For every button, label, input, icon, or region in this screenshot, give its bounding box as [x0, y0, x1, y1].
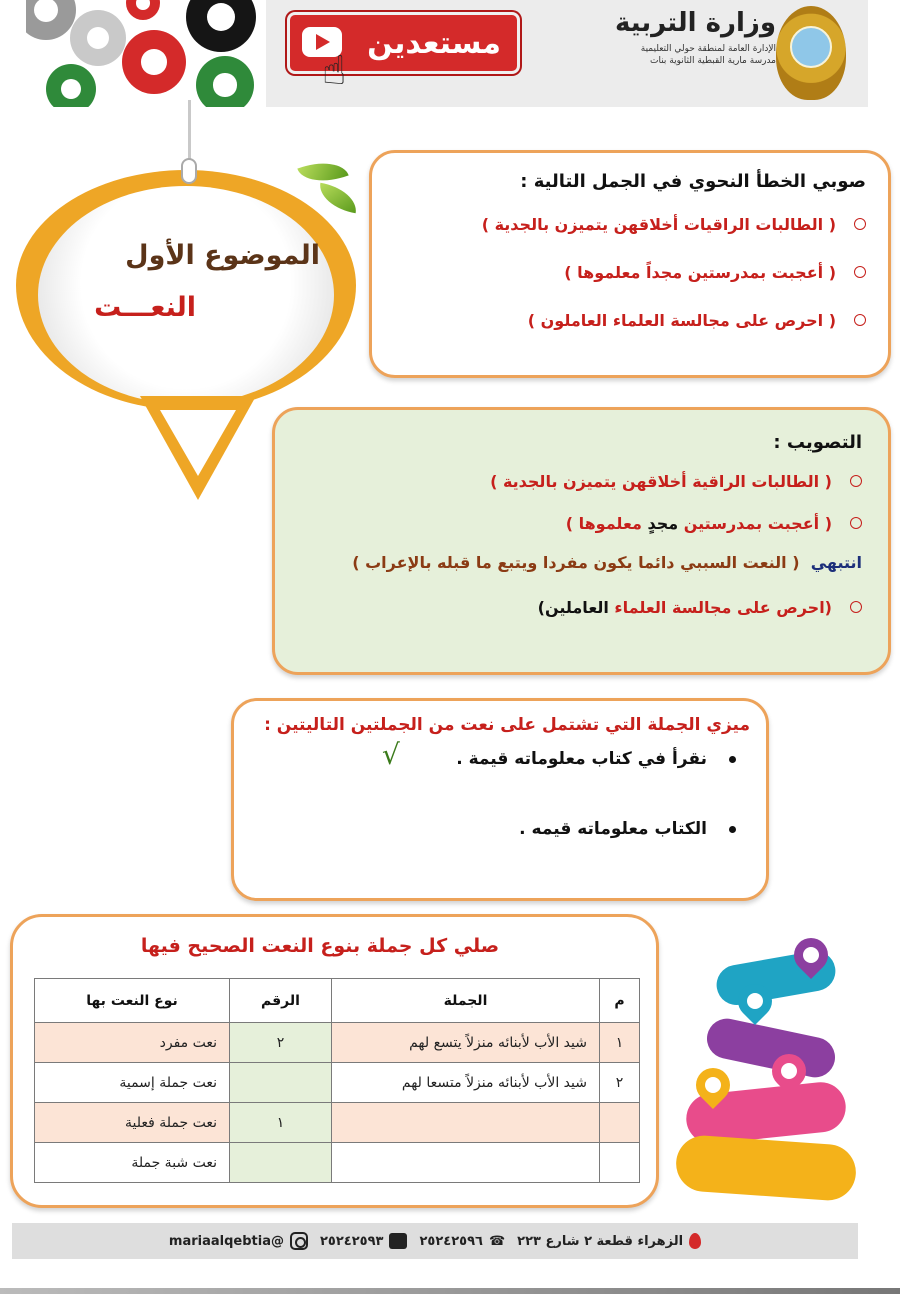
list-item: الكتاب معلوماته قيمه . — [250, 811, 736, 847]
list-item: ( أعجبت بمدرستين مجداً معلموها ) — [392, 260, 866, 284]
circle-bullet-icon — [854, 314, 866, 326]
question1-heading: صوبي الخطأ النحوي في الجمل التالية : — [520, 171, 866, 192]
table-cell: نعت مفرد — [35, 1023, 230, 1063]
pointer-hand-icon: ☝ — [322, 48, 347, 94]
table-cell: نعت شبة جملة — [35, 1143, 230, 1183]
circle-bullet-icon — [850, 517, 862, 529]
column-header: الرقم — [230, 979, 332, 1023]
hanging-ring — [181, 158, 197, 184]
bullet-dot-icon — [729, 756, 736, 763]
table-cell: نعت جملة إسمية — [35, 1063, 230, 1103]
ministry-district: الإدارة العامة لمنطقة حولي التعليمية — [640, 44, 776, 54]
answer-cell[interactable] — [230, 1063, 332, 1103]
list-item: ( أعجبت بمدرستين مجدٍ معلموها ) — [295, 511, 862, 535]
correction-heading: التصويب : — [773, 432, 862, 453]
footer-instagram[interactable]: @mariaalqebtia — [169, 1232, 308, 1250]
shield-point-inner — [160, 410, 236, 476]
attention-note: انتبهي ( النعت السببي دائما يكون مفردا ويتبع ما قبله بالإعراب ) — [352, 553, 862, 572]
list-item: نقرأ في كتاب معلوماته قيمة . — [250, 741, 736, 777]
fax-icon — [389, 1233, 407, 1249]
table-cell: شيد الأب لأبنائه منزلاً متسعا لهم — [332, 1063, 600, 1103]
instagram-icon — [290, 1232, 308, 1250]
list-item: ( الطالبات الراقيات أخلاقهن يتميزن بالجدية ) — [392, 212, 866, 236]
table-row — [35, 1063, 640, 1103]
circle-bullet-icon — [854, 266, 866, 278]
ready-button-label: مستعدين — [367, 25, 501, 61]
footer-contact-bar — [12, 1223, 858, 1259]
table-row — [35, 1103, 640, 1143]
table-cell — [600, 1143, 640, 1183]
footer-phone: ☎ ٢٥٢٤٢٥٩٦ — [419, 1233, 506, 1249]
column-header: نوع النعت بها — [35, 979, 230, 1023]
gears-illustration — [26, 0, 266, 107]
circle-bullet-icon — [850, 601, 862, 613]
school-name: مدرسة مارية القبطية الثانوية بنات — [650, 56, 776, 66]
column-header: الجملة — [332, 979, 600, 1023]
topic-title: الموضوع الأول — [125, 240, 320, 271]
table-cell — [332, 1143, 600, 1183]
phone-icon: ☎ — [488, 1233, 506, 1249]
list-item: ( الطالبات الراقية أخلاقهن يتميزن بالجدية ) — [295, 469, 862, 493]
ministry-header — [536, 8, 776, 98]
answer-cell[interactable] — [230, 1143, 332, 1183]
circle-bullet-icon — [854, 218, 866, 230]
table-cell: نعت جملة فعلية — [35, 1103, 230, 1143]
leaf-icon — [316, 183, 360, 214]
page-bottom-rule — [0, 1288, 900, 1294]
bullet-dot-icon — [729, 826, 736, 833]
roadmap-illustration — [676, 918, 856, 1203]
correction-box — [272, 407, 891, 675]
matching-table — [34, 978, 640, 1183]
table-cell — [332, 1103, 600, 1143]
question-distinguish-sentence — [231, 698, 769, 901]
table-cell — [600, 1103, 640, 1143]
table-cell: ١ — [600, 1023, 640, 1063]
ministry-title: وزارة التربية — [614, 8, 776, 38]
location-pin-icon — [689, 1233, 701, 1249]
list-item: ( احرص على مجالسة العلماء العاملون ) — [392, 308, 866, 332]
circle-bullet-icon — [850, 475, 862, 487]
list-item: (احرص على مجالسة العلماء العاملين ) — [295, 595, 862, 619]
hanging-line — [188, 100, 191, 162]
footer-address: الزهراء قطعة ٢ شارع ٢٢٣ — [517, 1233, 701, 1249]
table-cell: ٢ — [600, 1063, 640, 1103]
table-row — [35, 1143, 640, 1183]
table-cell: شيد الأب لأبنائه منزلاً يتسع لهم — [332, 1023, 600, 1063]
table-header-row — [35, 979, 640, 1023]
answer-cell[interactable]: ٢ — [230, 1023, 332, 1063]
matching-title: صلي كل جملة بنوع النعت الصحيح فيها — [140, 935, 500, 957]
column-header: م — [600, 979, 640, 1023]
question-correct-errors — [369, 150, 891, 378]
table-row — [35, 1023, 640, 1063]
kuwait-crest-logo — [776, 6, 846, 100]
topic-subtitle: النعـــت — [94, 292, 196, 323]
footer-fax: ٢٥٢٤٢٥٩٣ — [320, 1233, 407, 1249]
question3-heading: ميزي الجملة التي تشتمل على نعت من الجملتين التاليتين : — [264, 715, 750, 735]
checkmark-icon: √ — [382, 738, 400, 771]
answer-cell[interactable]: ١ — [230, 1103, 332, 1143]
